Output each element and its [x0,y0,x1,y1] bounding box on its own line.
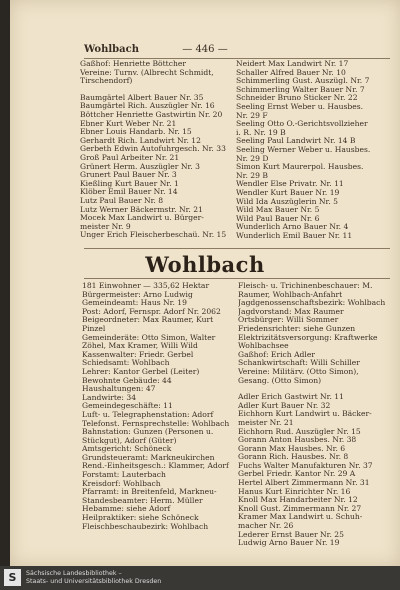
entry-line: Schneider Bruno Sticker Nr. 22 [236,94,358,103]
entry-line: Schimmerling Gust. Auszügl. Nr. 7 [236,77,370,86]
entry-line: Hertel Albert Zimmermann Nr. 31 [238,479,370,488]
entry-line: Gaßhof: Henriette Böttcher [80,60,187,68]
entry-line: Mocek Max Landwirt u. Bürger- [80,214,204,223]
page-header [10,44,400,60]
entry-line: Seeling Otto O.-Gerichtsvollzieher [236,120,368,129]
entry-line: Seeling Werner Weber u. Hausbes. [236,145,371,154]
footer-line-1: Sächsische Landesbibliothek – [26,570,122,577]
entry-line: Kassenwalter: Friedr. Gerbel [82,350,194,359]
entry-line: Tirschendorf) [80,77,133,86]
entry-line: Knoll Gust. Zimmermann Nr. 27 [238,504,362,513]
entry-line: Gerbeth Edwin Autofuhrgesch. Nr. 33 [80,145,226,154]
entry-line: Nr. 29 D [236,154,269,163]
entry-line: Elektrizitätsversorgung: Kraftwerke [238,333,378,342]
entry-line: Grünert Herm. Auszügler Nr. 3 [80,162,200,171]
top-right-column [236,60,396,240]
running-title: Wohlbach [84,44,139,55]
entry-line: macher Nr. 26 [238,522,294,531]
entry-line: Schiedsamt: Wohlbach [82,359,170,368]
entry-line: Jagdgenossenschaftsbezirk: Wohlbach [238,299,386,308]
entry-line: Beigeordneter: Max Raumer, Kurt [82,316,214,325]
entry-line: Ludwig Arno Bauer Nr. 19 [238,539,340,548]
entry-line: Baumgärtel Albert Bauer Nr. 35 [80,93,204,102]
entry-line: Hebamme: siehe Adorf [82,505,171,514]
entry-line: Lutz Werner Bäckermstr. Nr. 21 [80,205,203,214]
entry-line: Gerbel Friedr. Kantor Nr. 29 A [238,470,356,479]
entry-line: Heilpraktiker: siehe Schöneck [82,514,199,523]
entry-line: Ortsbürger: Willi Sommer [238,316,339,325]
entry-line: Kießling Kurt Bauer Nr. 1 [80,179,179,188]
entry-line: Grunert Paul Bauer Nr. 3 [80,171,177,180]
entry-line: Wild Paul Bauer Nr. 6 [236,214,320,223]
entry-line: Knoll Max Handarbeiter Nr. 12 [238,496,358,505]
entry-line: Raumer, Wohlbach-Anfahrt [238,290,343,299]
entry-line: Klöber Emil Bauer Nr. 14 [80,188,178,197]
bottom-right-column [238,282,398,548]
entry-line: Bürgermeister: Arno Ludwig [82,290,193,299]
entry-line: Rend.-Einheitsgesch.: Klammer, Adorf [82,462,229,471]
spacer [80,86,238,94]
entry-line: Stückgut), Adorf (Güter) [82,436,177,445]
entry-line: Wild Ida Auszüglerin Nr. 5 [236,197,339,206]
entry-line: Simon Kurt Maurerpol. Hausbes. [236,163,364,172]
entry-line: Gaßhof: Erich Adler [238,350,315,359]
entry-line: meister Nr. 9 [80,222,131,231]
entry-line: Lutz Paul Bauer Nr. 8 [80,196,164,205]
section-title: Wohlbach [145,252,265,277]
entry-line: Schankwirtschaft: Willi Schiller [238,359,360,368]
entry-line: Gemeinderäte: Otto Simon, Walter [82,333,216,342]
entry-line: Fuchs Walter Manufakturen Nr. 37 [238,461,373,470]
entry-line: Ebner Louis Handarb. Nr. 15 [80,128,192,137]
entry-line: Neidert Max Landwirt Nr. 17 [236,60,349,68]
entry-line: Standesbeamter: Herm. Müller [82,496,203,505]
entry-line: Vereine: Turnv. (Albrecht Schmidt, [80,68,214,77]
entry-line: Lehrer: Kantor Gerbel (Leiter) [82,367,200,376]
bottom-left-column [82,282,240,531]
page-number: — 446 — [182,44,228,55]
entry-line: Eichhorn Kurt Landwirt u. Bäcker- [238,410,372,419]
entry-line: Friedensrichter: siehe Gunzen [238,324,356,333]
entry-line: Kramer Max Landwirt u. Schuh- [238,513,363,522]
entry-line: Post: Adorf, Fernspr. Adorf Nr. 2062 [82,307,221,316]
entry-line: Vereine: Militärv. (Otto Simon), [238,367,359,376]
entry-line: Fleischbeschaubezirk: Wohlbach [82,522,209,531]
entry-line: Gorann Anton Hausbes. Nr. 38 [238,436,357,445]
entry-line: Gesang. (Otto Simon) [238,376,322,385]
entry-line: meister Nr. 21 [238,418,294,427]
entry-line: Wendler Else Privatr. Nr. 11 [236,180,344,189]
entry-line: Amtsgericht: Schöneck [82,445,172,454]
entry-line: Baumgärtel Rich. Auszügler Nr. 16 [80,102,215,111]
entry-line: Gorann Max Hausbes. Nr. 6 [238,444,346,453]
entry-line: Zöhel, Max Kramer, Willi Wild [82,342,198,351]
entry-line: Wild Max Bauer Nr. 5 [236,206,320,215]
library-footer [0,566,400,590]
entry-line: Wunderlich Arno Bauer Nr. 4 [236,223,349,232]
top-left-column [80,60,238,240]
entry-line: Seeling Paul Landwirt Nr. 14 B [236,137,356,146]
entry-line: Gorann Rich. Hausbes. Nr. 8 [238,453,349,462]
entry-line: Gemeindegeschäfte: 11 [82,402,173,411]
section-rule-top [84,248,390,249]
entry-line: Gerhardt Rich. Landwirt Nr. 12 [80,136,201,145]
footer-line-2: Staats- und Universitätsbibliothek Dresden [26,578,162,585]
entry-line: Unger Erich Fleischerbeschaü. Nr. 15 [80,231,227,240]
entry-line: Adler Kurt Bauer Nr. 32 [238,401,331,410]
spacer [238,385,398,393]
entry-line: Groß Paul Arbeiter Nr. 21 [80,153,180,162]
book-page [10,0,400,566]
entry-line: Fleisch- u. Trichinenbeschauer: M. [238,282,373,290]
entry-line: Pfarramt: in Breitenfeld, Markneu- [82,488,217,497]
entry-line: Wohlbachsee [238,342,289,351]
entry-line: i. R. Nr. 19 B [236,128,286,137]
section-rule-bottom [84,278,390,279]
entry-line: Nr. 29 F [236,111,268,120]
entry-line: Hanus Kurt Einrichter Nr. 16 [238,487,351,496]
entry-line: Pinzel [82,324,106,333]
entry-line: Wunderlich Emil Bauer Nr. 11 [236,231,353,240]
entry-line: Ebner Kurt Weber Nr. 21 [80,119,177,128]
entry-line: Schaller Alfred Bauer Nr. 10 [236,68,346,77]
entry-line: Wendler Kurt Bauer Nr. 19 [236,188,340,197]
entry-line: Böttcher Henriette Gastwirtin Nr. 20 [80,110,223,119]
entry-line: Bahnstation: Gunzen (Personen u. [82,428,214,437]
entry-line: Bewohnte Gebäude: 44 [82,376,172,385]
library-logo-icon: S [4,569,21,586]
entry-line: Luft- u. Telegraphenstation: Adorf [82,410,214,419]
entry-line: Nr. 29 B [236,171,268,180]
entry-line: 181 Einwohner — 335,62 Hektar [82,282,210,290]
entry-line: Adler Erich Gastwirt Nr. 11 [238,393,344,402]
entry-line: Eichhorn Rud. Auszügler Nr. 15 [238,427,361,436]
entry-line: Gemeindeamt: Haus Nr. 19 [82,299,187,308]
entry-line: Schimmerling Walter Bauer Nr. 7 [236,85,365,94]
entry-line: Forstamt: Lauterbach [82,471,166,480]
entry-line: Jagdvorstand: Max Raumer [238,307,344,316]
entry-line: Landwirte: 34 [82,393,137,402]
entry-line: Seeling Ernst Weber u. Hausbes. [236,102,364,111]
entry-line: Lederer Ernst Bauer Nr. 25 [238,530,344,539]
entry-line: Haushaltungen: 47 [82,385,156,394]
entry-line: Grundsteueramt: Markneukirchen [82,453,215,462]
entry-line: Kreisdorf: Wohlbach [82,479,161,488]
entry-line: Telefonst. Fernsprechstelle: Wohlbach [82,419,230,428]
